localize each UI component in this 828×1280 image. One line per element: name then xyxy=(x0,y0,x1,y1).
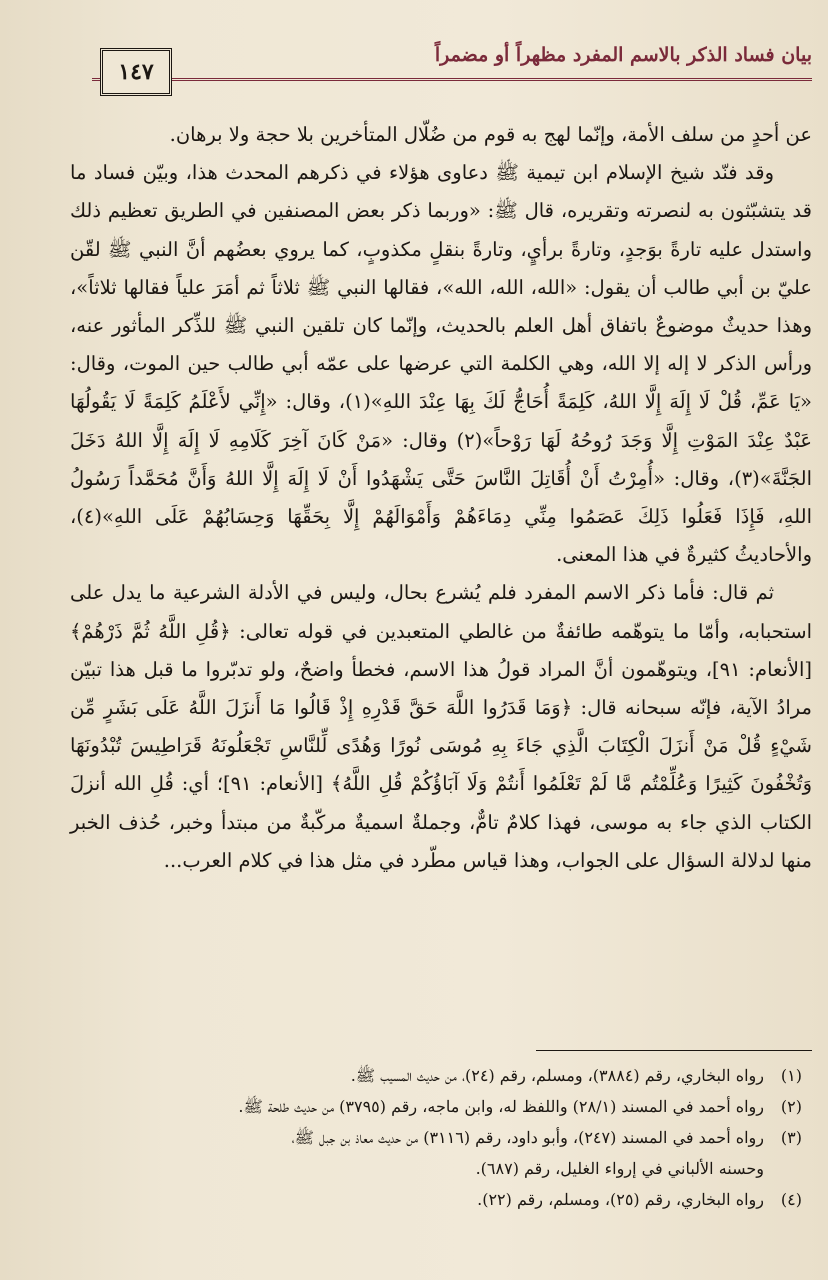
footnote-text: رواه البخاري، رقم (٢٥)، ومسلم، رقم (٢٢). xyxy=(477,1190,764,1209)
paragraph: ثم قال: فأما ذكر الاسم المفرد فلم يُشرع بحال، وليس في الأدلة الشرعية ما يدل على استحبابه، وأمّا ما يتوهّمه طائفةٌ من غالطي المتعبدين في قوله تعالى: ﴿قُلِ اللَّهُ ثُمَّ ذَرْهُمْ﴾ [الأنعام: ٩١]، ويتوهّمون أنَّ المراد قولُ هذا الاسم، فخطأ واضحٌ، ولو تدبّروا ما قبل هذا تبيّن مرادُ الآية، فإنّه سبحانه قال: ﴿وَمَا قَدَرُوا اللَّهَ حَقَّ قَدْرِهِ إِذْ قَالُوا مَا أَنزَلَ اللَّهُ عَلَى بَشَرٍ مِّن شَيْءٍ قُلْ مَنْ أَنزَلَ الْكِتَابَ الَّذِي جَاءَ بِهِ مُوسَى نُورًا وَهُدًى لِّلنَّاسِ تَجْعَلُونَهُ قَرَاطِيسَ تُبْدُونَهَا وَتُخْفُونَ كَثِيرًا وَعُلِّمْتُم مَّا لَمْ تَعْلَمُوا أَنتُمْ وَلَا آبَاؤُكُمْ قُلِ اللَّهُ﴾ [الأنعام: ٩١]؛ أي: قُلِ الله أنزلَ الكتاب الذي جاء به موسى، فهذا كلامٌ تامٌّ، وجملةٌ اسميةٌ مركّبةٌ من مبتدأ وخبر، حُذف الخبر منها لدلالة السؤال على الجواب، وهذا قياس مطّرد في مثل هذا في كلام العرب... xyxy=(70,581,812,872)
paragraph: عن أحدٍ من سلف الأمة، وإنّما لهج به قوم من ضُلّال المتأخرين بلا حجة ولا برهان. xyxy=(169,123,812,146)
footnote-text: رواه أحمد في المسند (٢٤٧)، وأبو داود، رقم (٣١١٦) من حديث معاذ بن جبل ﷺ، xyxy=(291,1128,764,1147)
footnote-number: (٣) xyxy=(780,1128,802,1147)
footnote-number: (٤) xyxy=(780,1190,802,1209)
page-number: ١٤٧ xyxy=(100,48,172,96)
footnote-number: (١) xyxy=(780,1066,802,1085)
footnote xyxy=(90,1122,802,1153)
paragraph: وقد فنّد شيخ الإسلام ابن تيمية ﷺ دعاوى هؤلاء في ذكرهم المحدث هذا، وبيّن فساد ما قد يتشبّثون به لنصرته وتقريره، قال ﷺ: «وربما ذكر بعض المصنفين في الطريق تعظيم ذلك واستدل عليه تارةً بوَجدٍ، وتارةً برأيٍ، وتارةً بنقلٍ مكذوبٍ، كما يروي بعضُهم أنَّ النبي ﷺ لقّن عليّ بن أبي طالب أن يقول: «الله، الله، الله»، فقالها النبي ﷺ ثلاثاً ثم أمَرَ علياً فقالها ثلاثاً»، وهذا حديثٌ موضوعٌ باتفاق أهل العلم بالحديث، وإنّما كان تلقين النبي ﷺ للذِّكر المأثور عنه، ورأس الذكر لا إله إلا الله، وهي الكلمة التي عرضها على عمّه أبي طالب حين الموت، وقال: «يَا عَمِّ، قُلْ لَا إِلَهَ إِلَّا اللهُ، كَلِمَةً أُحَاجُّ لَكَ بِهَا عِنْدَ اللهِ»(١)، وقال: «إِنِّي لأَعْلَمُ كَلِمَةً لَا يَقُولُهَا عَبْدٌ عِنْدَ المَوْتِ إِلَّا وَجَدَ رُوحُهُ لَهَا رَوْحاً»(٢) وقال: «مَنْ كَانَ آخِرَ كَلَامِهِ لَا إِلَهَ إِلَّا اللهُ دَخَلَ الجَنَّةَ»(٣)، وقال: «أُمِرْتُ أَنْ أُقَاتِلَ النَّاسَ حَتَّى يَشْهَدُوا أَنْ لَا إِلَهَ إِلَّا اللهُ وَأَنَّ مُحَمَّداً رَسُولُ اللهِ، فَإِذَا فَعَلُوا ذَلِكَ عَصَمُوا مِنِّي دِمَاءَهُمْ وَأَمْوَالَهُمْ إِلَّا بِحَقِّهَا وَحِسَابُهُمْ عَلَى اللهِ»(٤)، والأحاديثُ كثيرةٌ في هذا المعنى. xyxy=(70,161,812,567)
footnote xyxy=(90,1060,802,1091)
page-header xyxy=(92,40,812,96)
header-rule xyxy=(92,78,812,81)
footnote xyxy=(90,1184,802,1215)
running-title: بيان فساد الذكر بالاسم المفرد مظهراً أو مضمراً xyxy=(434,44,812,66)
footnotes xyxy=(90,1060,802,1215)
footnote-continuation: وحسنه الألباني في إرواء الغليل، رقم (٦٨٧). xyxy=(475,1159,764,1178)
footnote-text: رواه البخاري، رقم (٣٨٨٤)، ومسلم، رقم (٢٤)، من حديث المسيب ﷺ. xyxy=(350,1066,764,1085)
footnote-number: (٢) xyxy=(780,1097,802,1116)
footnote xyxy=(90,1091,802,1122)
footnote-separator xyxy=(536,1050,812,1051)
footnote-text: رواه أحمد في المسند (٢٨/١) واللفظ له، وابن ماجه، رقم (٣٧٩٥) من حديث طلحة ﷺ. xyxy=(238,1097,764,1116)
body-text xyxy=(70,116,812,880)
